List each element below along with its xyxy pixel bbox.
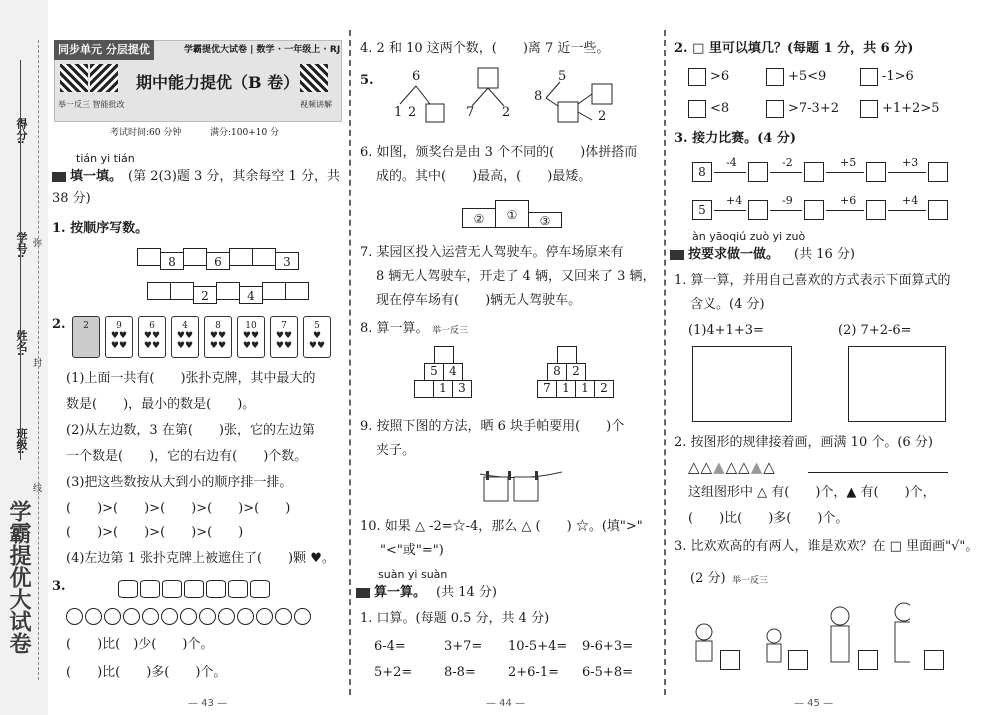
split-number: 1 xyxy=(394,105,403,120)
pyramid-cell: 1 xyxy=(556,380,576,398)
cylinder-icon xyxy=(250,580,270,598)
answer-box[interactable] xyxy=(766,100,784,118)
pyramid-cell: 1 xyxy=(575,380,595,398)
section-desc: (共 16 分) xyxy=(794,247,855,262)
pyramid-cell: 1 xyxy=(433,380,453,398)
qr-code-icon xyxy=(90,64,118,92)
question-fill-box: 2. □ 里可以填几？(每题 1 分，共 6 分) xyxy=(674,41,914,56)
relay-box[interactable] xyxy=(748,200,768,220)
question-8: 8. 算一算。 xyxy=(360,321,429,336)
arrow-icon xyxy=(826,210,864,211)
q3-compare-a[interactable]: ( )比( )少( )个。 xyxy=(66,637,214,652)
number-strip-1 xyxy=(138,248,299,270)
cylinder-icon xyxy=(228,580,248,598)
number-cell: 2 xyxy=(193,286,217,304)
triangle-pattern: △△▲△△▲△ xyxy=(688,458,776,476)
number-cell: 4 xyxy=(239,286,263,304)
circle-icon xyxy=(199,608,216,625)
split-number: 2 xyxy=(598,109,607,124)
seal-char: 封 xyxy=(33,359,43,369)
question-4: 4. 2 和 10 这两个数，( )离 7 近一些。 xyxy=(360,41,610,56)
split-number: 8 xyxy=(534,89,543,104)
question-pattern: 2. 按图形的规律接着画，画满 10 个。(6 分) xyxy=(674,435,933,450)
question-2: 2. xyxy=(52,317,66,332)
number-cell[interactable] xyxy=(262,282,286,300)
playing-card: 6 ♥♥ ♥♥ xyxy=(138,316,166,358)
page-number: — 45 — xyxy=(794,698,834,709)
relay-box[interactable] xyxy=(866,162,886,182)
question-6: 6. 如图，颁奖台是由 3 个不同的( )体拼搭而 xyxy=(360,145,638,160)
exam-time: 考试时间:60 分钟 xyxy=(110,128,182,138)
relay-box[interactable] xyxy=(804,162,824,182)
arrow-icon xyxy=(770,172,802,173)
inequality: +1+2>5 xyxy=(882,101,940,116)
column-divider xyxy=(664,30,666,695)
qr-caption: 视频讲解 xyxy=(300,100,332,109)
q2-part1: (1)上面一共有( )张扑克牌，其中最大的 xyxy=(66,371,316,386)
podium-block: ② xyxy=(462,208,496,228)
class-label: 班级: xyxy=(15,428,28,455)
question-3: 3. xyxy=(52,579,66,594)
handkerchief-illustration xyxy=(478,468,564,504)
circle-icon xyxy=(104,608,121,625)
circle-icon xyxy=(66,608,83,625)
relay-op: +5 xyxy=(840,156,857,169)
pyramid-cell: 4 xyxy=(443,363,463,381)
answer-box[interactable] xyxy=(688,100,706,118)
calc-item[interactable]: 10-5+4= xyxy=(508,639,568,654)
playing-card: 7 ♥♥ ♥♥ xyxy=(270,316,298,358)
number-cell: 8 xyxy=(160,252,184,270)
arrow-icon xyxy=(888,172,926,173)
number-cell[interactable] xyxy=(229,248,253,266)
page-number: — 43 — xyxy=(188,698,228,709)
question-7: 7. 某园区投入运营无人驾驶车。停车场原来有 xyxy=(360,245,624,260)
answer-box[interactable] xyxy=(688,68,706,86)
cylinders-row xyxy=(118,580,272,602)
q2-part2: 一个数是( )，它的右边有( )个数。 xyxy=(66,449,308,464)
pyramid-cell: 3 xyxy=(452,380,472,398)
arrow-icon xyxy=(826,172,864,173)
number-cell[interactable] xyxy=(285,282,309,300)
seal-char: 弥 xyxy=(33,239,43,249)
relay-op: +6 xyxy=(840,194,857,207)
circle-icon xyxy=(275,608,292,625)
full-score: 满分:100+10 分 xyxy=(210,128,280,138)
playing-card: 9 ♥♥ ♥♥ xyxy=(105,316,133,358)
section-title: 填一填。 xyxy=(52,168,122,186)
section-desc: (第 2(3)题 3 分，其余每空 1 分，共 xyxy=(128,169,340,184)
series-label: 学霸提优大试卷 | 数学 · 一年级上 · RJ xyxy=(184,45,341,55)
check-box[interactable] xyxy=(788,650,808,670)
circle-icon xyxy=(256,608,273,625)
calc-item[interactable]: 9-6+3= xyxy=(582,639,633,654)
cylinder-icon xyxy=(118,580,138,598)
circle-icon xyxy=(85,608,102,625)
calc-item[interactable]: 5+2= xyxy=(374,665,413,680)
pyramid-cell: 2 xyxy=(594,380,614,398)
drawing-area[interactable] xyxy=(848,346,946,422)
relay-box[interactable] xyxy=(748,162,768,182)
circle-icon xyxy=(218,608,235,625)
question-6: 成的。其中( )最高，( )最矮。 xyxy=(376,169,592,184)
split-number: 5 xyxy=(558,69,567,84)
circle-icon xyxy=(294,608,311,625)
calc-item[interactable]: 2+6-1= xyxy=(508,665,559,680)
calc-item[interactable]: 6-4= xyxy=(374,639,406,654)
question-represent: 含义。(4 分) xyxy=(690,297,765,312)
section-title: 按要求做一做。 xyxy=(670,246,779,264)
question-10: 10. 如果 △ -2=☆-4，那么 △ ( ) ☆。(填">" xyxy=(360,519,643,534)
q2-part3-blanks[interactable]: ( )>( )>( )>( ) xyxy=(66,525,244,540)
answer-box[interactable] xyxy=(860,100,878,118)
number-cell: 3 xyxy=(275,252,299,270)
relay-op: -9 xyxy=(782,194,793,207)
calc-item[interactable]: 6-5+8= xyxy=(582,665,633,680)
relay-op: +4 xyxy=(902,194,919,207)
q3-compare-b[interactable]: ( )比( )多( )个。 xyxy=(66,665,227,680)
q2-part3: (3)把这些数按从大到小的顺序排一排。 xyxy=(66,475,293,490)
relay-op: -4 xyxy=(726,156,737,169)
number-cell[interactable] xyxy=(137,248,161,266)
check-box[interactable] xyxy=(858,650,878,670)
question-7: 现在停车场有( )辆无人驾驶车。 xyxy=(376,293,582,308)
question-represent: 1. 算一算，并用自己喜欢的方式表示下面算式的 xyxy=(674,273,951,288)
answer-box[interactable] xyxy=(860,68,878,86)
relay-start: 5 xyxy=(692,200,712,220)
fill-line xyxy=(20,60,21,460)
circle-icon xyxy=(237,608,254,625)
inequality: <8 xyxy=(710,101,730,116)
page-43 xyxy=(48,0,348,715)
arrow-icon xyxy=(714,210,746,211)
circle-icon xyxy=(142,608,159,625)
question-5: 5. xyxy=(360,73,374,88)
circles-row xyxy=(66,608,313,629)
cylinder-icon xyxy=(206,580,226,598)
q2-part4: (4)左边第 1 张扑克牌上被遮住了( )颗 ♥。 xyxy=(66,551,335,566)
unit-tag: 同步单元 分层提优 xyxy=(54,40,154,60)
arrow-icon xyxy=(770,210,802,211)
cylinder-icon xyxy=(162,580,182,598)
pyramid-cell: 5 xyxy=(424,363,444,381)
section-desc: (共 14 分) xyxy=(436,585,497,600)
podium-block: ① xyxy=(495,200,529,228)
answer-box[interactable] xyxy=(766,68,784,86)
section-pinyin: tián yi tián xyxy=(76,152,135,165)
score-label: 得分: xyxy=(15,118,28,145)
question-relay: 3. 接力比赛。(4 分) xyxy=(674,131,796,146)
question-10: "<"或"=") xyxy=(380,543,444,558)
relay-op: +3 xyxy=(902,156,919,169)
question-height: 3. 比欢欢高的有两人，谁是欢欢？在 □ 里面画"√"。 xyxy=(674,539,979,554)
check-box[interactable] xyxy=(924,650,944,670)
playing-card: 5 ♥ ♥♥ xyxy=(303,316,331,358)
pyramid-cell: 7 xyxy=(537,380,557,398)
relay-op: +4 xyxy=(726,194,743,207)
section-desc: 38 分) xyxy=(52,191,91,206)
answer-line[interactable] xyxy=(808,472,948,473)
number-cell[interactable] xyxy=(216,282,240,300)
inequality: >6 xyxy=(710,69,730,84)
seal-line xyxy=(38,40,39,680)
page-44 xyxy=(352,0,662,715)
section-title: 算一算。 xyxy=(356,584,426,602)
section-pinyin: àn yāoqiú zuò yi zuò xyxy=(692,230,806,243)
brand-vertical: 学霸提优大试卷 xyxy=(6,500,32,654)
q2-part2: (2)从左边数，3 在第( )张，它的左边第 xyxy=(66,423,315,438)
relay-box[interactable] xyxy=(928,200,948,220)
arrow-icon xyxy=(888,210,926,211)
binding-sidebar xyxy=(0,0,48,715)
pyramid-cell: 8 xyxy=(547,363,567,381)
pattern-count[interactable]: 这组图形中 △ 有( )个，▲ 有( )个， xyxy=(688,485,936,500)
inequality: +5<9 xyxy=(788,69,827,84)
pyramid-cell: 2 xyxy=(566,363,586,381)
playing-card: 4 ♥♥ ♥♥ xyxy=(171,316,199,358)
exam-title: 期中能力提优（B 卷） xyxy=(136,73,300,92)
column-divider xyxy=(349,30,351,695)
q2-part3-blanks[interactable]: ( )>( )>( )>( )>( ) xyxy=(66,501,291,516)
number-cell[interactable] xyxy=(170,282,194,300)
relay-box[interactable] xyxy=(866,200,886,220)
section-pinyin: suàn yi suàn xyxy=(378,568,448,581)
q2-part1: 数是( )，最小的数是( )。 xyxy=(66,397,256,412)
inequality: -1>6 xyxy=(882,69,914,84)
cylinder-icon xyxy=(184,580,204,598)
qr-code-icon xyxy=(300,64,328,92)
circle-icon xyxy=(161,608,178,625)
calc-item[interactable]: 8-8= xyxy=(444,665,476,680)
cylinder-icon xyxy=(140,580,160,598)
pyramid-cell[interactable] xyxy=(434,346,454,364)
calc-item[interactable]: 3+7= xyxy=(444,639,483,654)
practice-tag: 举一反三 xyxy=(732,576,769,586)
number-cell: 6 xyxy=(206,252,230,270)
split-number: 6 xyxy=(412,69,421,84)
number-cell[interactable] xyxy=(183,248,207,266)
pyramid-cell[interactable] xyxy=(414,380,434,398)
split-number: 2 xyxy=(502,105,511,120)
seal-char: 线 xyxy=(33,484,43,494)
arrow-icon xyxy=(714,172,746,173)
page-number: — 44 — xyxy=(486,698,526,709)
split-number: 2 xyxy=(408,105,417,120)
check-box[interactable] xyxy=(720,650,740,670)
number-cell[interactable] xyxy=(147,282,171,300)
relay-start: 8 xyxy=(692,162,712,182)
inequality: >7-3+2 xyxy=(788,101,839,116)
split-number: 7 xyxy=(466,105,475,120)
qr-code-icon xyxy=(60,64,88,92)
practice-tag: 举一反三 xyxy=(432,326,469,336)
student-id-label: 学号: xyxy=(15,232,28,259)
pyramid-cell[interactable] xyxy=(557,346,577,364)
playing-card: 10 ♥♥ ♥♥ xyxy=(237,316,265,358)
question-7: 8 辆无人驾驶车，开走了 4 辆，又回来了 3 辆， xyxy=(376,269,656,284)
number-strip-2 xyxy=(148,282,309,304)
relay-box[interactable] xyxy=(928,162,948,182)
question-1: 1. 按顺序写数。 xyxy=(52,221,149,236)
score-note: (2 分) xyxy=(690,571,726,586)
name-label: 姓名: xyxy=(15,330,28,357)
question-oral-calc: 1. 口算。(每题 0.5 分，共 4 分) xyxy=(360,611,550,626)
pattern-compare[interactable]: ( )比( )多( )个。 xyxy=(688,511,849,526)
expression: (1)4+1+3= xyxy=(688,323,764,338)
podium-block: ③ xyxy=(528,212,562,228)
playing-card-covered: 2 xyxy=(72,316,100,358)
circle-icon xyxy=(180,608,197,625)
qr-caption: 举一反三 智能批改 xyxy=(58,100,125,109)
page-45 xyxy=(668,0,1000,715)
drawing-area[interactable] xyxy=(692,346,792,422)
number-cell[interactable] xyxy=(252,248,276,266)
number-split-diagram xyxy=(380,64,650,128)
circle-icon xyxy=(123,608,140,625)
relay-box[interactable] xyxy=(804,200,824,220)
relay-op: -2 xyxy=(782,156,793,169)
expression: (2) 7+2-6= xyxy=(838,323,912,338)
playing-card: 8 ♥♥ ♥♥ xyxy=(204,316,232,358)
question-9: 夹子。 xyxy=(376,443,416,458)
question-9: 9. 按照下图的方法，晒 6 块手帕要用( )个 xyxy=(360,419,625,434)
